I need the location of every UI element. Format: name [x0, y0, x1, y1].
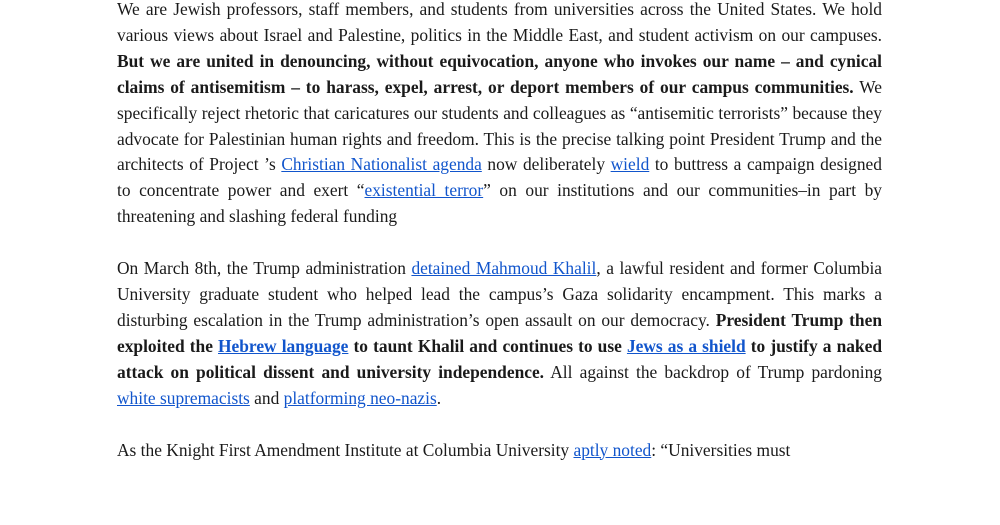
paragraph-spacer: [117, 412, 882, 438]
paragraph-1: [117, 0, 882, 230]
p2-text-3: All against the backdrop of Trump pardoning: [544, 361, 882, 382]
p2-text-1: On March 8th, the Trump administration: [117, 258, 412, 279]
p3-text-1: As the Knight First Amendment Institute at Columbia University: [117, 439, 574, 460]
link-jews-as-a-shield[interactable]: Jews as a shield: [626, 335, 746, 356]
link-white-supremacists[interactable]: white supremacists: [117, 387, 250, 408]
link-hebrew-language[interactable]: Hebrew language: [218, 335, 349, 356]
p2-text-4: and: [249, 387, 284, 408]
p2-bold-1: President Trump then exploited the: [117, 309, 882, 356]
p2-bold-3: to justify a naked attack on political dissent and university independence.: [117, 335, 882, 382]
p2-text-2: , a lawful resident and former Columbia University graduate student who helped lead the campus’s Gaza solidarity encampment. This marks a disturbing escalation in the Trump administration’s open assault on our democracy.: [117, 258, 883, 330]
paragraph-2: [117, 256, 882, 411]
p1-text-4: to buttress a campaign designed to concentrate power and exert “: [117, 154, 882, 201]
link-wield[interactable]: wield: [610, 154, 650, 175]
link-existential-terror[interactable]: existential terror: [364, 180, 484, 201]
p3-text-2: : “Universities must: [651, 439, 791, 460]
link-platforming-neo-nazis[interactable]: platforming neo-nazis: [283, 387, 437, 408]
paragraph-3: [117, 438, 882, 464]
paragraph-3-clip: [117, 438, 882, 468]
link-christian-nationalist-agenda[interactable]: Christian Nationalist agenda: [281, 154, 482, 175]
p2-text-5: .: [436, 387, 442, 408]
p1-text-3: now deliberately: [481, 154, 611, 175]
paragraph-spacer: [117, 230, 882, 256]
link-aptly-noted[interactable]: aptly noted: [573, 439, 652, 460]
p1-text-5: ” on our institutions and our communities–in part by threatening and slashing federal funding: [117, 180, 882, 227]
p1-text-2: We specifically reject rhetoric that caricatures our students and colleagues as “antisemitic terrorists” because they advocate for Palestinian human rights and freedom. This is the precise talking point President Trump and the architects of Project ’s: [117, 76, 883, 175]
p2-bold-2: to taunt Khalil and continues to use: [348, 335, 627, 356]
p1-bold-statement: But we are united in denouncing, without equivocation, anyone who invokes our name – and cynical claims of antisemitism – to harass, expel, arrest, or deport members of our campus communities.: [117, 50, 882, 97]
p1-text-1: We are Jewish professors, staff members, and students from universities across the United States. We hold various views about Israel and Palestine, politics in the Middle East, and student activism on our campuses.: [117, 0, 882, 45]
article-body: [117, 0, 882, 468]
link-detained-mahmoud-khalil[interactable]: detained Mahmoud Khalil: [411, 258, 597, 279]
